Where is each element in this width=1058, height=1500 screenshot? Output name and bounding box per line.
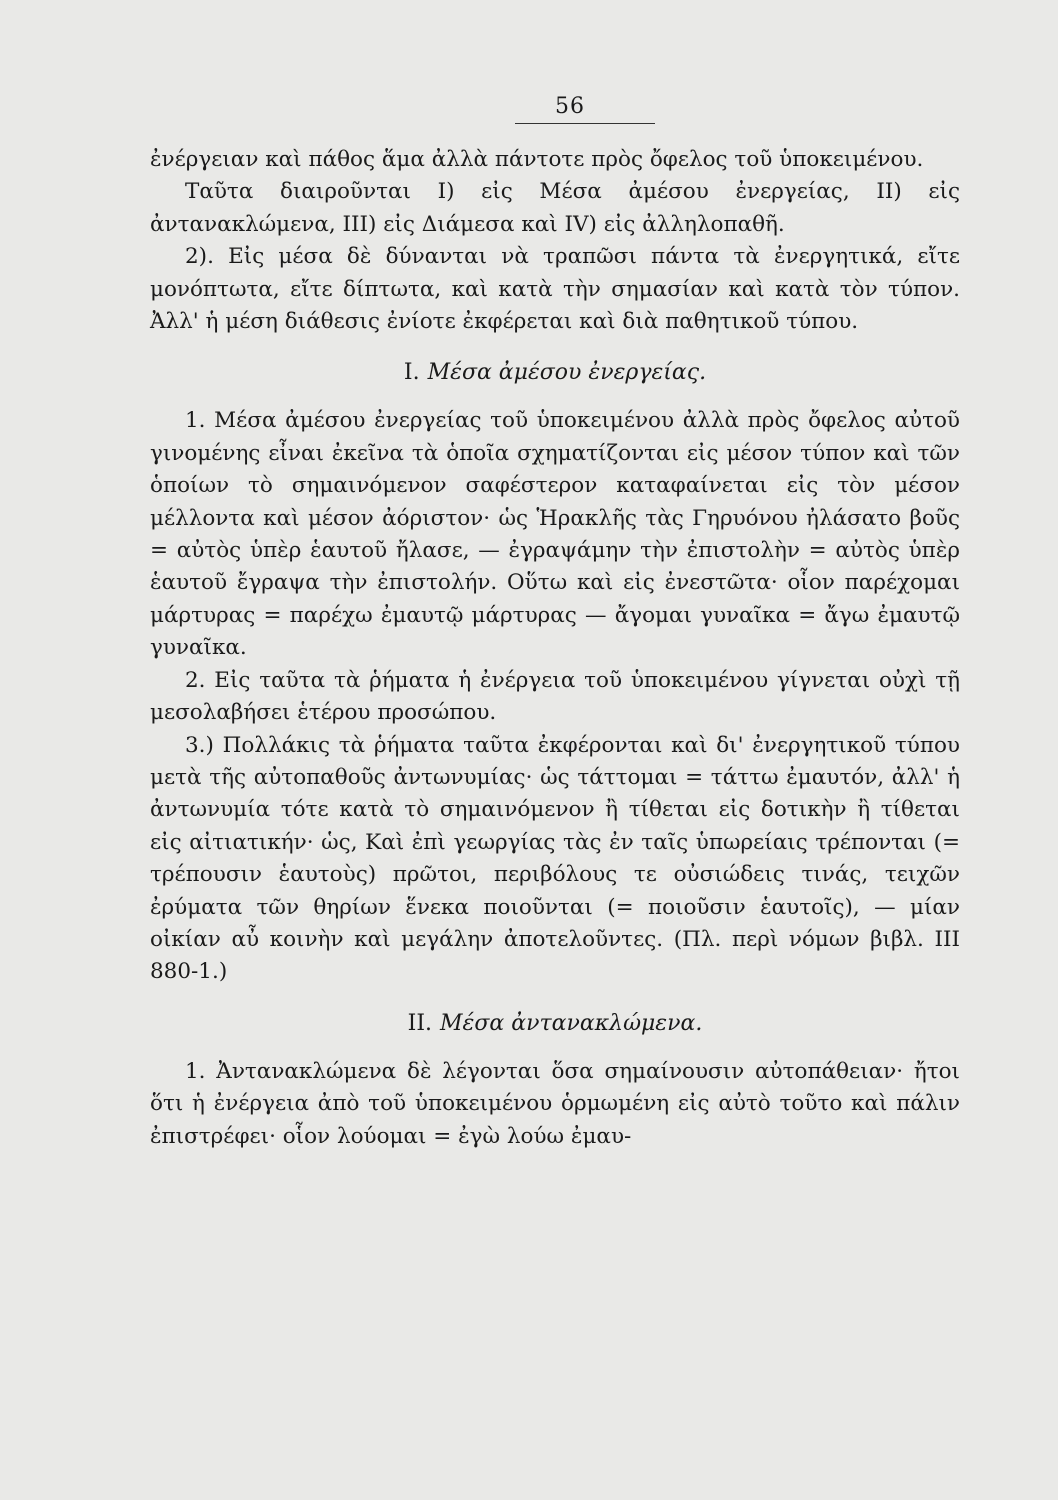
paragraph: 2). Εἰς μέσα δὲ δύνανται νὰ τραπῶσι πάντα τὰ ἐνεργητικά, εἴτε μονόπτωτα, εἴτε δίπτωτα, καὶ κατὰ τὴν σημασίαν καὶ κατὰ τὸν τύπον. Ἀλλ' ἡ μέση διάθεσις ἐνίοτε ἐκφέρεται καὶ διὰ παθητικοῦ τύπου. xyxy=(150,244,960,335)
paragraph: ἐνέργειαν καὶ πάθος ἅμα ἀλλὰ πάντοτε πρὸς ὄφελος τοῦ ὑποκειμένου. xyxy=(150,147,924,172)
paragraph: 1. Μέσα ἀμέσου ἐνεργείας τοῦ ὑποκειμένου ἀλλὰ πρὸς ὄφελος αὐτοῦ γινομένης εἶναι ἐκεῖνα τὰ ὁποῖα σχηματίζονται εἰς μέσον τύπον καὶ τῶν ὁποίων τὸ σημαινόμενον σαφέστερον καταφαίνεται εἰς τὸν μέσον μέλλοντα καὶ μέσον ἀόριστον· ὡς Ἡρακλῆς τὰς Γηρυόνου ἠλάσατο βοῦς = αὐτὸς ὑπὲρ ἑαυτοῦ ἤλασε, — ἐγραψάμην τὴν ἐπιστολὴν = αὐτὸς ὑπὲρ ἑαυτοῦ ἔγραψα τὴν ἐπιστολήν. Οὕτω καὶ εἰς ἐνεστῶτα· οἷον παρέχομαι μάρτυρας = παρέχω ἐμαυτῷ μάρτυρας — ἄγομαι γυναῖκα = ἄγω ἐμαυτῷ γυναῖκα. xyxy=(150,408,960,661)
section-title: Μέσα ἀντανακλώμενα. xyxy=(440,1010,703,1036)
header-rule xyxy=(515,123,655,124)
page-number: 56 xyxy=(555,94,585,119)
section-numeral: II. xyxy=(407,1010,433,1036)
section-numeral: I. xyxy=(403,360,420,386)
section-heading-2 xyxy=(150,1011,960,1036)
paragraph: 2. Εἰς ταῦτα τὰ ῥήματα ἡ ἐνέργεια τοῦ ὑποκειμένου γίγνεται οὐχὶ τῇ μεσολαβήσει ἑτέρου προσώπου. xyxy=(150,667,960,726)
paragraph: 3.) Πολλάκις τὰ ῥήματα ταῦτα ἐκφέρονται καὶ δι' ἐνεργητικοῦ τύπου μετὰ τῆς αὐτοπαθοῦς ἀντωνυμίας· ὡς τάττομαι = τάττω ἐμαυτόν, ἀλλ' ἡ ἀντωνυμία τότε κατὰ τὸ σημαινόμενον ἢ τίθεται εἰς δοτικὴν ἢ τίθεται εἰς αἰτιατικήν· ὡς, Καὶ ἐπὶ γεωργίας τὰς ἐν ταῖς ὑπωρείαις τρέπονται (= τρέπουσιν ἑαυτοὺς) πρῶτοι, περιβόλους τε οὐσιώδεις τινάς, τειχῶν ἐρύματα τῶν θηρίων ἕνεκα ποιοῦνται (= ποιοῦσιν ἑαυτοῖς), — μίαν οἰκίαν αὖ κοινὴν καὶ μεγάλην ἀποτελοῦντες. (Πλ. περὶ νόμων βιβλ. III 880-1.) xyxy=(150,732,960,985)
paragraph: Ταῦτα διαιροῦνται I) εἰς Μέσα ἀμέσου ἐνεργείας, II) εἰς ἀντανακλώμενα, III) εἰς Διάμεσα καὶ IV) εἰς ἀλληλοπαθῆ. xyxy=(150,179,960,237)
section-title: Μέσα ἀμέσου ἐνεργείας. xyxy=(427,360,707,386)
paragraph: 1. Ἀντανακλώμενα δὲ λέγονται ὅσα σημαίνουσιν αὐτοπάθειαν· ἤτοι ὅτι ἡ ἐνέργεια ἀπὸ τοῦ ὑποκειμένου ὁρμωμένη εἰς αὐτὸ τοῦτο καὶ πάλιν ἐπιστρέφει· οἷον λούομαι = ἐγὼ λούω ἐμαυ- xyxy=(150,1058,960,1149)
section-heading-1 xyxy=(150,360,960,385)
body-text xyxy=(150,144,960,1153)
